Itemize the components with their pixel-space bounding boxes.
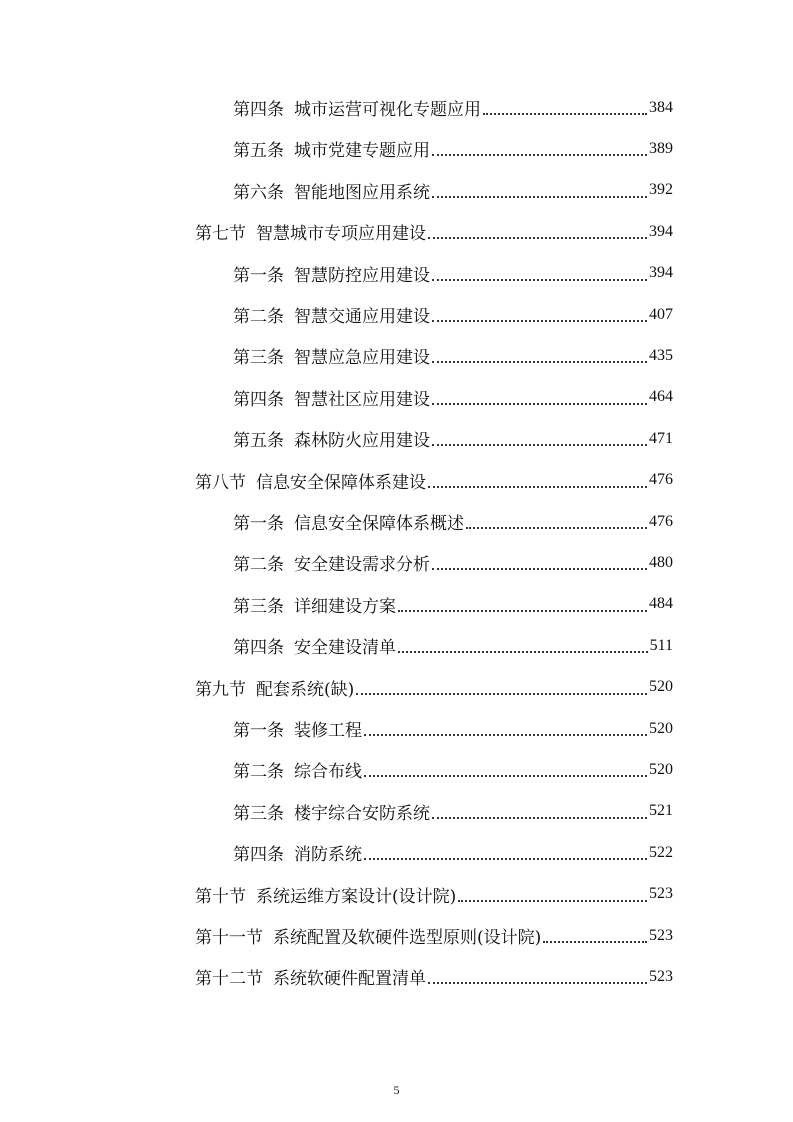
toc-entry[interactable] xyxy=(195,915,673,956)
toc-entry-page: 511 xyxy=(649,636,673,654)
toc-entry-title: 配套系统(缺) xyxy=(256,679,355,700)
toc-dot-leader xyxy=(458,899,647,902)
toc-dot-leader xyxy=(364,733,647,736)
toc-dot-leader xyxy=(543,940,647,943)
toc-entry-page: 384 xyxy=(649,98,673,116)
toc-dot-leader xyxy=(428,981,647,984)
toc-entry-number: 第一条 xyxy=(233,721,284,741)
toc-entry-page: 521 xyxy=(649,802,673,820)
toc-entry-page: 523 xyxy=(649,926,673,944)
toc-entry[interactable] xyxy=(195,211,673,252)
toc-entry-number: 第三条 xyxy=(233,348,284,369)
toc-entry-number: 第二条 xyxy=(233,555,284,576)
toc-entry-page: 394 xyxy=(649,222,673,240)
toc-entry-page: 520 xyxy=(649,760,673,778)
toc-dot-leader xyxy=(432,360,647,363)
toc-entry-number: 第四条 xyxy=(233,638,284,659)
toc-dot-leader xyxy=(432,195,647,198)
toc-entry-title: 智慧防控应用建设 xyxy=(294,265,430,286)
toc-entry-title: 装修工程 xyxy=(294,721,362,741)
toc-entry-number: 第一条 xyxy=(233,265,284,286)
toc-entry-number: 第六条 xyxy=(233,182,284,203)
toc-entry-title: 安全建设需求分析 xyxy=(294,555,430,576)
toc-entry-number: 第二条 xyxy=(233,762,284,783)
toc-entry-title: 信息安全保障体系建设 xyxy=(256,472,426,493)
toc-dot-leader xyxy=(432,816,647,819)
toc-entry-title: 系统运维方案设计(设计院) xyxy=(256,886,457,907)
toc-entry-page: 522 xyxy=(649,843,673,861)
toc-entry-number: 第八节 xyxy=(195,472,246,493)
toc-entry-page: 394 xyxy=(649,264,673,282)
toc-entry-number: 第十一节 xyxy=(195,928,263,948)
toc-dot-leader xyxy=(364,857,647,860)
toc-entry-title: 消防系统 xyxy=(294,845,362,866)
toc-entry[interactable] xyxy=(195,667,673,708)
toc-entry[interactable] xyxy=(233,418,673,459)
toc-entry-page: 476 xyxy=(649,471,673,489)
toc-entry[interactable] xyxy=(195,460,673,501)
toc-entry[interactable] xyxy=(233,501,673,542)
toc-dot-leader xyxy=(428,485,647,488)
toc-entry-title: 信息安全保障体系概述 xyxy=(294,514,464,534)
toc-dot-leader xyxy=(398,609,647,612)
toc-entry-page: 464 xyxy=(649,388,673,406)
toc-entry-number: 第一条 xyxy=(233,514,284,534)
toc-entry-page: 523 xyxy=(649,967,673,985)
toc-entry-page: 484 xyxy=(649,595,673,613)
toc-dot-leader xyxy=(432,402,647,405)
toc-entry[interactable] xyxy=(195,956,673,997)
toc-entry[interactable] xyxy=(233,170,673,211)
toc-entry-number: 第二条 xyxy=(233,307,284,327)
toc-entry-title: 详细建设方案 xyxy=(294,596,396,617)
toc-dot-leader xyxy=(398,650,648,653)
toc-entry-number: 第五条 xyxy=(233,431,284,452)
toc-entry-number: 第十节 xyxy=(195,886,246,907)
toc-entry[interactable] xyxy=(233,128,673,169)
toc-entry-number: 第三条 xyxy=(233,803,284,824)
toc-dot-leader xyxy=(432,443,647,446)
toc-dot-leader xyxy=(428,236,647,239)
toc-entry[interactable] xyxy=(233,708,673,749)
toc-entry-title: 安全建设清单 xyxy=(294,638,396,659)
toc-entry-page: 392 xyxy=(649,181,673,199)
toc-entry-title: 智慧城市专项应用建设 xyxy=(256,224,426,245)
toc-entry-title: 智慧社区应用建设 xyxy=(294,389,430,410)
toc-dot-leader xyxy=(356,692,647,695)
toc-entry-title: 楼宇综合安防系统 xyxy=(294,803,430,824)
toc-dot-leader xyxy=(432,153,647,156)
page-number: 5 xyxy=(393,1083,400,1097)
toc-dot-leader xyxy=(432,319,647,322)
toc-entry-page: 520 xyxy=(649,678,673,696)
toc-entry[interactable] xyxy=(233,832,673,873)
toc-entry[interactable] xyxy=(233,584,673,625)
toc-entry[interactable] xyxy=(233,625,673,666)
toc-dot-leader xyxy=(432,567,647,570)
toc-entry-page: 471 xyxy=(649,429,673,447)
toc-entry-title: 森林防火应用建设 xyxy=(294,431,430,452)
toc-dot-leader xyxy=(364,774,647,777)
toc-entry-number: 第四条 xyxy=(233,845,284,866)
toc-entry-title: 城市党建专题应用 xyxy=(294,141,430,162)
toc-entry-number: 第七节 xyxy=(195,224,246,245)
toc-entry-number: 第九节 xyxy=(195,679,246,700)
toc-entry-number: 第五条 xyxy=(233,141,284,162)
toc-entry-title: 系统软硬件配置清单 xyxy=(273,969,426,990)
toc-entry-number: 第四条 xyxy=(233,100,284,120)
toc-entry-number: 第三条 xyxy=(233,596,284,617)
toc-entry[interactable] xyxy=(233,749,673,790)
toc-entry-number: 第十二节 xyxy=(195,969,263,990)
toc-entry-page: 476 xyxy=(649,512,673,530)
toc-entry-page: 435 xyxy=(649,346,673,364)
toc-entry[interactable] xyxy=(233,791,673,832)
toc-dot-leader xyxy=(432,278,647,281)
toc-entry[interactable] xyxy=(233,87,673,128)
toc-entry[interactable] xyxy=(233,335,673,376)
toc-entry-page: 520 xyxy=(649,719,673,737)
toc-entry-page: 480 xyxy=(649,553,673,571)
toc-entry-title: 城市运营可视化专题应用 xyxy=(294,100,481,120)
toc-entry[interactable] xyxy=(195,874,673,915)
toc-entry[interactable] xyxy=(233,542,673,583)
toc-entry[interactable] xyxy=(233,294,673,335)
toc-entry-title: 综合布线 xyxy=(294,762,362,783)
toc-entry-title: 智慧应急应用建设 xyxy=(294,348,430,369)
toc-entry-page: 407 xyxy=(649,305,673,323)
toc-entry-title: 智能地图应用系统 xyxy=(294,182,430,203)
toc-entry-page: 389 xyxy=(649,139,673,157)
toc-entry-page: 523 xyxy=(649,885,673,903)
toc-dot-leader xyxy=(483,112,647,115)
toc-entry-title: 系统配置及软硬件选型原则(设计院) xyxy=(273,928,542,948)
toc-entry-number: 第四条 xyxy=(233,389,284,410)
toc-entry[interactable] xyxy=(233,253,673,294)
toc-entry[interactable] xyxy=(233,377,673,418)
toc-dot-leader xyxy=(466,526,647,529)
toc-entry-title: 智慧交通应用建设 xyxy=(294,307,430,327)
